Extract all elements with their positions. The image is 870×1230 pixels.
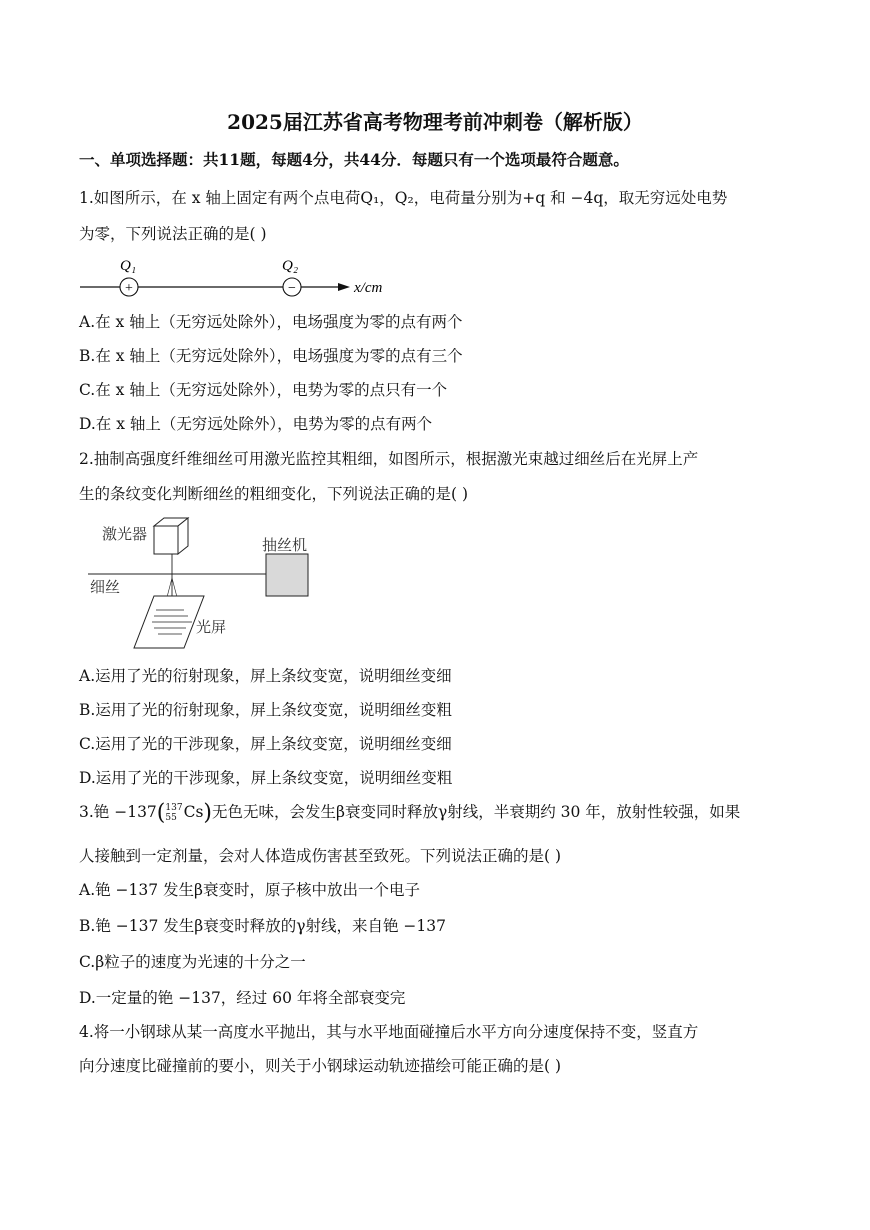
question-2-option-b: B.运用了光的衍射现象，屏上条纹变宽，说明细丝变粗 (79, 701, 452, 719)
wire-label: 细丝 (90, 580, 121, 596)
question-1-option-a: A.在 x 轴上（无穷远处除外），电场强度为零的点有两个 (79, 313, 463, 331)
question-2-option-c: C.运用了光的干涉现象，屏上条纹变宽，说明细丝变细 (79, 735, 452, 753)
screen-label: 光屏 (196, 620, 227, 636)
laser-wire-figure (80, 514, 330, 656)
question-2-line-1: 2.抽制高强度纤维细丝可用激光监控其粗细，如图所示，根据激光束越过细丝后在光屏上产 (79, 450, 699, 468)
wire-machine-box (266, 554, 308, 596)
question-1-option-c: C.在 x 轴上（无穷远处除外），电势为零的点只有一个 (79, 381, 448, 399)
charge-q1-sign: + (125, 281, 133, 296)
page-title: 2025届江苏省高考物理考前冲刺卷（解析版） (227, 110, 643, 134)
question-2-line-2: 生的条纹变化判断细丝的粗细变化，下列说法正确的是( ) (79, 485, 469, 503)
laser-box-front (154, 526, 178, 554)
question-3-option-c: C.β粒子的速度为光速的十分之一 (79, 953, 306, 971)
question-1-line-2: 为零，下列说法正确的是( ) (79, 225, 267, 243)
charge-q1-label: Q₁ (120, 258, 137, 274)
question-3-option-b: B.铯 −137 发生β衰变时释放的γ射线，来自铯 −137 (79, 917, 446, 935)
question-1-option-d: D.在 x 轴上（无穷远处除外），电势为零的点有两个 (79, 415, 433, 433)
question-3-rest: 无色无味，会发生β衰变同时释放γ射线，半衰期约 30 年，放射性较强，如果 (212, 803, 741, 821)
section-heading: 一、单项选择题：共11题，每题4分，共44分．每题只有一个选项最符合题意。 (79, 150, 629, 169)
isotope-mass-number: 137 (165, 803, 183, 813)
question-4-line-2: 向分速度比碰撞前的要小，则关于小钢球运动轨迹描绘可能正确的是( ) (79, 1057, 562, 1075)
charge-q2-sign: − (288, 281, 296, 296)
charge-q2-label: Q₂ (282, 258, 299, 274)
question-3-line-1: 3.铯 −137( 137 55 Cs)无色无味，会发生β衰变同时释放γ射线，半衰期约 30 年，放射性较强，如果 (79, 800, 741, 826)
question-3-option-d: D.一定量的铯 −137，经过 60 年将全部衰变完 (79, 989, 406, 1007)
question-3-line-2: 人接触到一定剂量，会对人体造成伤害甚至致死。下列说法正确的是( ) (79, 847, 562, 865)
question-3-option-a: A.铯 −137 发生β衰变时，原子核中放出一个电子 (79, 881, 421, 899)
question-2-option-d: D.运用了光的干涉现象，屏上条纹变宽，说明细丝变粗 (79, 769, 453, 787)
cesium-isotope (165, 803, 203, 823)
axis-arrow-icon (338, 283, 350, 291)
question-2-option-a: A.运用了光的衍射现象，屏上条纹变宽，说明细丝变细 (79, 667, 452, 685)
question-1-option-b: B.在 x 轴上（无穷远处除外），电场强度为零的点有三个 (79, 347, 463, 365)
laser-label: 激光器 (102, 527, 148, 543)
isotope-atomic-number: 55 (165, 813, 177, 823)
question-1-line-1: 1.如图所示，在 x 轴上固定有两个点电荷Q₁，Q₂，电荷量分别为+q 和 −4q，取无穷远处电势 (79, 189, 728, 207)
isotope-symbol: Cs (183, 803, 204, 821)
question-3-lead: 3.铯 −137 (79, 803, 157, 821)
machine-label: 抽丝机 (262, 538, 308, 554)
charge-axis-figure (78, 252, 408, 304)
question-4-line-1: 4.将一小钢球从某一高度水平抛出，其与水平地面碰撞后水平方向分速度保持不变，竖直方 (79, 1023, 699, 1041)
axis-label: x/cm (354, 280, 383, 296)
